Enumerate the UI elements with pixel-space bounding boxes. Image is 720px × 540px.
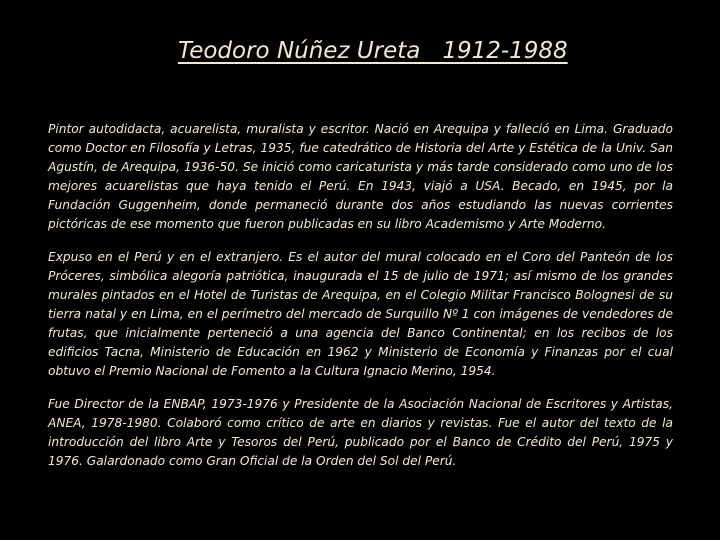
paragraph-career-honors: Fue Director de la ENBAP, 1973-1976 y Presidente de la Asociación Nacional de Escritores y Artistas, ANEA, 1978-1980. Colaboró como crítico de arte en diarios y revistas. Fue el autor del texto de la introducción del libro Arte y Tesoros del Perú, publicado por el Banco de Crédito del Perú, 1975 y 1976. Galardonado como Gran Oficial de la Orden del Sol del Perú.	[48, 397, 673, 468]
paragraph-exhibitions-murals: Expuso en el Perú y en el extranjero. Es el autor del mural colocado en el Coro del Panteón de los Próceres, simbólica alegoría patriótica, inaugurada el 15 de julio de 1971; así mismo de los grandes murales pintados en el Hotel de Turistas de Arequipa, en el Colegio Militar Francisco Bolognesi de su tierra natal y en Lima, en el perímetro del mercado de Surquillo Nº 1 con imágenes de vendedores de frutas, que inicialmente perteneció a una agencia del Banco Continental; en los recibos de los edificios Tacna, Ministerio de Educación en 1962 y Ministerio de Economía y Finanzas por el cual obtuvo el Premio Nacional de Fomento a la Cultura Ignacio Merino, 1954.	[48, 250, 673, 378]
slide-body	[48, 120, 673, 485]
slide-title: Teodoro Núñez Ureta 1912-1988	[178, 38, 568, 64]
paragraph-biography: Pintor autodidacta, acuarelista, muralista y escritor. Nació en Arequipa y falleció en Lima. Graduado como Doctor en Filosofía y Letras, 1935, fue catedrático de Historia del Arte y Estética de la Univ. San Agustín, de Arequipa, 1936-50. Se inició como caricaturista y más tarde considerado como uno de los mejores acuarelistas que haya tenido el Perú. En 1943, viajó a USA. Becado, en 1945, por la Fundación Guggenheim, donde permaneció durante dos años estudiando las nuevas corrientes pictóricas de ese momento que fueron publicadas en su libro Academismo y Arte Moderno.	[48, 122, 673, 231]
